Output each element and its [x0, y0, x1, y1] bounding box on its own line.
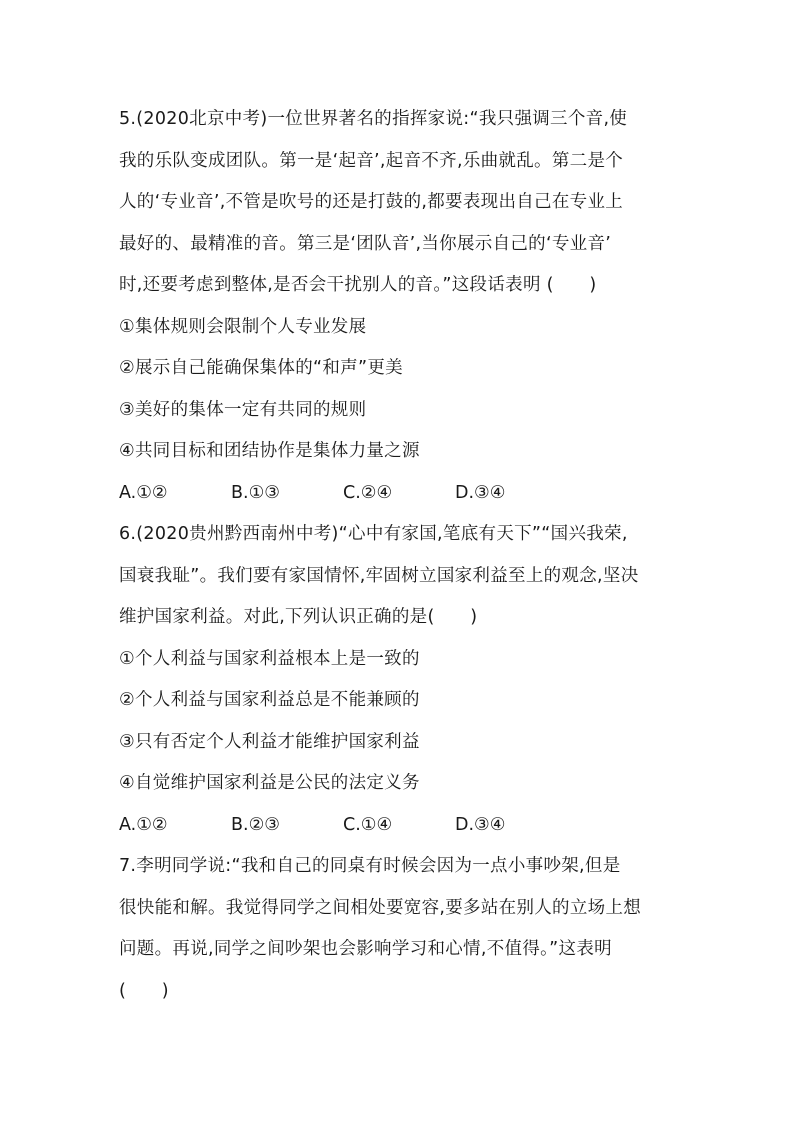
question-5-line-3: 人的‘专业音’,不管是吹号的还是打鼓的,都要表现出自己在专业上: [119, 192, 624, 212]
question-5-statement-4: ④共同目标和团结协作是集体力量之源: [119, 441, 420, 461]
question-7-line-1: 7.李明同学说:“我和自己的同桌有时候会因为一点小事吵架,但是: [119, 856, 621, 876]
question-6-statement-1: ①个人利益与国家利益根本上是一致的: [119, 649, 420, 669]
question-6-statement-2: ②个人利益与国家利益总是不能兼顾的: [119, 690, 420, 710]
question-5-line-4: 最好的、最精准的音。第三是‘团队音’,当你展示自己的‘专业音’: [119, 234, 612, 254]
question-6-line-3: 维护国家利益。对此,下列认识正确的是( ): [119, 607, 478, 627]
question-6-line-1: 6.(2020贵州黔西南州中考)“心中有家国,笔底有天下”“国兴我荣,: [119, 524, 628, 544]
question-5-statement-3: ③美好的集体一定有共同的规则: [119, 400, 367, 420]
question-6-option-c: C.①④: [343, 815, 393, 835]
question-5-line-1: 5.(2020北京中考)一位世界著名的指挥家说:“我只强调三个音,使: [119, 109, 628, 129]
question-6-option-d: D.③④: [455, 815, 506, 835]
question-7-line-4: ( ): [119, 981, 169, 1001]
question-6-statement-4: ④自觉维护国家利益是公民的法定义务: [119, 773, 420, 793]
question-5-option-c: C.②④: [343, 483, 393, 503]
question-7-line-2: 很快能和解。我觉得同学之间相处要宽容,要多站在别人的立场上想: [119, 898, 642, 918]
question-5-option-d: D.③④: [455, 483, 506, 503]
question-5-line-2: 我的乐队变成团队。第一是‘起音’,起音不齐,乐曲就乱。第二是个: [119, 151, 624, 171]
question-6-line-2: 国衰我耻”。我们要有家国情怀,牢固树立国家利益至上的观念,坚决: [119, 566, 639, 586]
question-5-line-5: 时,还要考虑到整体,是否会干扰别人的音。”这段话表明 ( ): [119, 275, 597, 295]
question-5-statement-2: ②展示自己能确保集体的“和声”更美: [119, 358, 403, 378]
question-6-option-a: A.①②: [119, 815, 168, 835]
question-6-option-b: B.②③: [231, 815, 280, 835]
question-5-statement-1: ①集体规则会限制个人专业发展: [119, 317, 367, 337]
question-6-statement-3: ③只有否定个人利益才能维护国家利益: [119, 732, 420, 752]
question-5-option-a: A.①②: [119, 483, 168, 503]
question-7-line-3: 问题。再说,同学之间吵架也会影响学习和心情,不值得。”这表明: [119, 939, 612, 959]
question-5-option-b: B.①③: [231, 483, 280, 503]
